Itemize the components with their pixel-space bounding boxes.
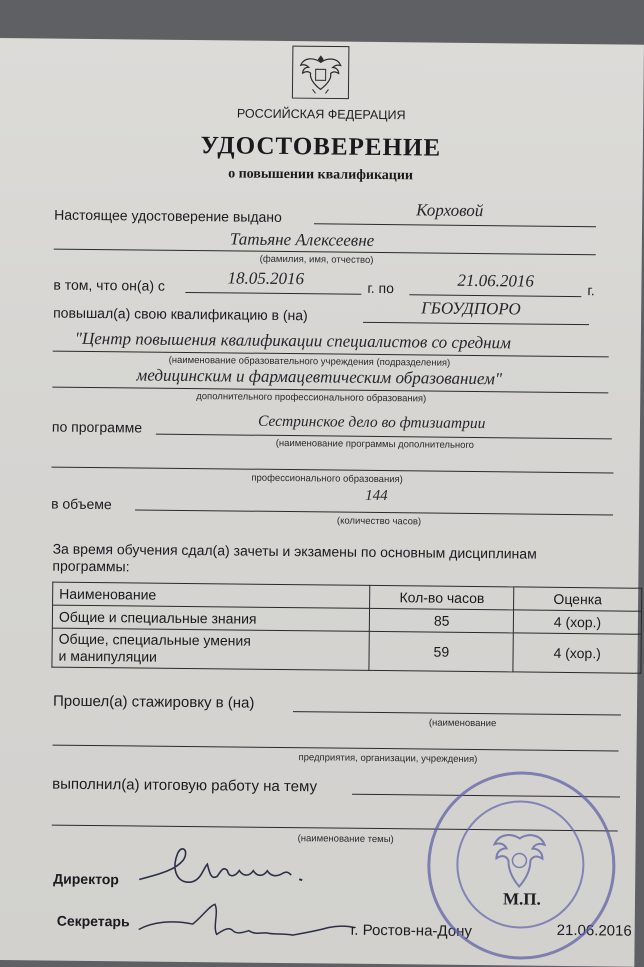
discipline-name-line-1: Общие, специальные умения (58, 630, 251, 649)
header-grade: Оценка (514, 587, 642, 611)
volume-caption: (количество часов) (336, 515, 422, 528)
director-signature (131, 839, 322, 901)
final-work-caption: (наименование темы) (297, 833, 394, 846)
internship-caption-1: (наименование (428, 717, 497, 730)
document-title: УДОСТОВЕРЕНИЕ (200, 132, 442, 162)
discipline-hours: 85 (370, 608, 514, 633)
surname-line (314, 223, 596, 227)
institution-caption-1: (наименование образовательного учреждения (подразделения) (168, 354, 451, 369)
internship-caption-2: предприятия, организации, учреждения) (298, 752, 478, 766)
internship-line (293, 711, 621, 715)
discipline-name (52, 628, 370, 670)
institution-short-name: ГБОУДПОРО (421, 298, 521, 319)
institution-caption-2: дополнительного профессионального образования) (196, 391, 427, 405)
date-to: 21.06.2016 (457, 270, 535, 291)
header-name: Наименование (53, 582, 371, 608)
program-line-2 (52, 467, 614, 474)
institution-name-line-2: медицинским и фармацевтическим образованием" (136, 365, 503, 389)
exams-intro-line-1: За время обучения сдал(а) зачеты и экзамены по основным дисциплинам (52, 540, 537, 562)
exams-intro-line-2: программы: (52, 557, 130, 575)
document-subtitle: о повышении квалификации (228, 166, 414, 184)
internship-line-2 (53, 745, 619, 752)
table-row (52, 628, 641, 673)
institution-name-line-1: "Центр повышения квалификации специалистов со средним (74, 328, 512, 353)
volume-label: в объеме (51, 495, 112, 513)
period-to-label: г. по (367, 279, 395, 297)
director-label: Директор (53, 870, 119, 888)
date-to-line (409, 294, 581, 297)
discipline-grade: 4 (хор.) (513, 610, 641, 634)
issued-label: Настоящее удостоверение выдано (54, 206, 282, 225)
discipline-name-line-2: и манипуляции (58, 647, 157, 665)
date-from-line (185, 292, 361, 295)
period-from-label: в том, что он(а) с (53, 276, 166, 294)
recipient-surname: Корховой (416, 200, 484, 221)
program-caption-2: профессионального образования) (251, 472, 403, 486)
recipient-given-names: Татьяне Алексеевне (229, 229, 375, 250)
date-from: 18.05.2016 (227, 268, 305, 289)
volume-hours: 144 (365, 487, 388, 505)
program-label: по программе (51, 418, 143, 436)
coat-of-arms-icon (291, 45, 350, 100)
final-work-label: выполнил(а) итоговую работу на тему (52, 775, 318, 796)
name-caption: (фамилия, имя, отчество) (259, 253, 374, 266)
program-caption-1: (наименование программы дополнительного (275, 437, 475, 451)
header-hours: Кол-во часов (370, 585, 514, 610)
program-name: Сестринское дело во фтизиатрии (257, 412, 486, 433)
secretary-signature (132, 895, 363, 949)
discipline-grade: 4 (хор.) (513, 633, 641, 673)
certificate-page (0, 38, 644, 967)
secretary-label: Секретарь (56, 912, 130, 930)
seal-eagle-icon (488, 830, 551, 897)
seal-place-label: М.П. (502, 889, 541, 909)
institution-short-line (363, 322, 589, 325)
discipline-hours: 59 (369, 631, 513, 672)
exams-table (51, 582, 642, 674)
institution-label: повышал(а) свою квалификацию в (на) (53, 304, 308, 324)
issue-date: 21.06.2016 (556, 921, 632, 940)
year-suffix: г. (587, 282, 595, 299)
city: г. Ростов-на-Дону (350, 921, 473, 940)
volume-line (135, 509, 613, 515)
internship-label: Прошел(а) стажировку в (на) (52, 692, 255, 712)
country-name: РОССИЙСКАЯ ФЕДЕРАЦИЯ (236, 106, 406, 123)
discipline-name: Общие и специальные знания (52, 605, 370, 631)
